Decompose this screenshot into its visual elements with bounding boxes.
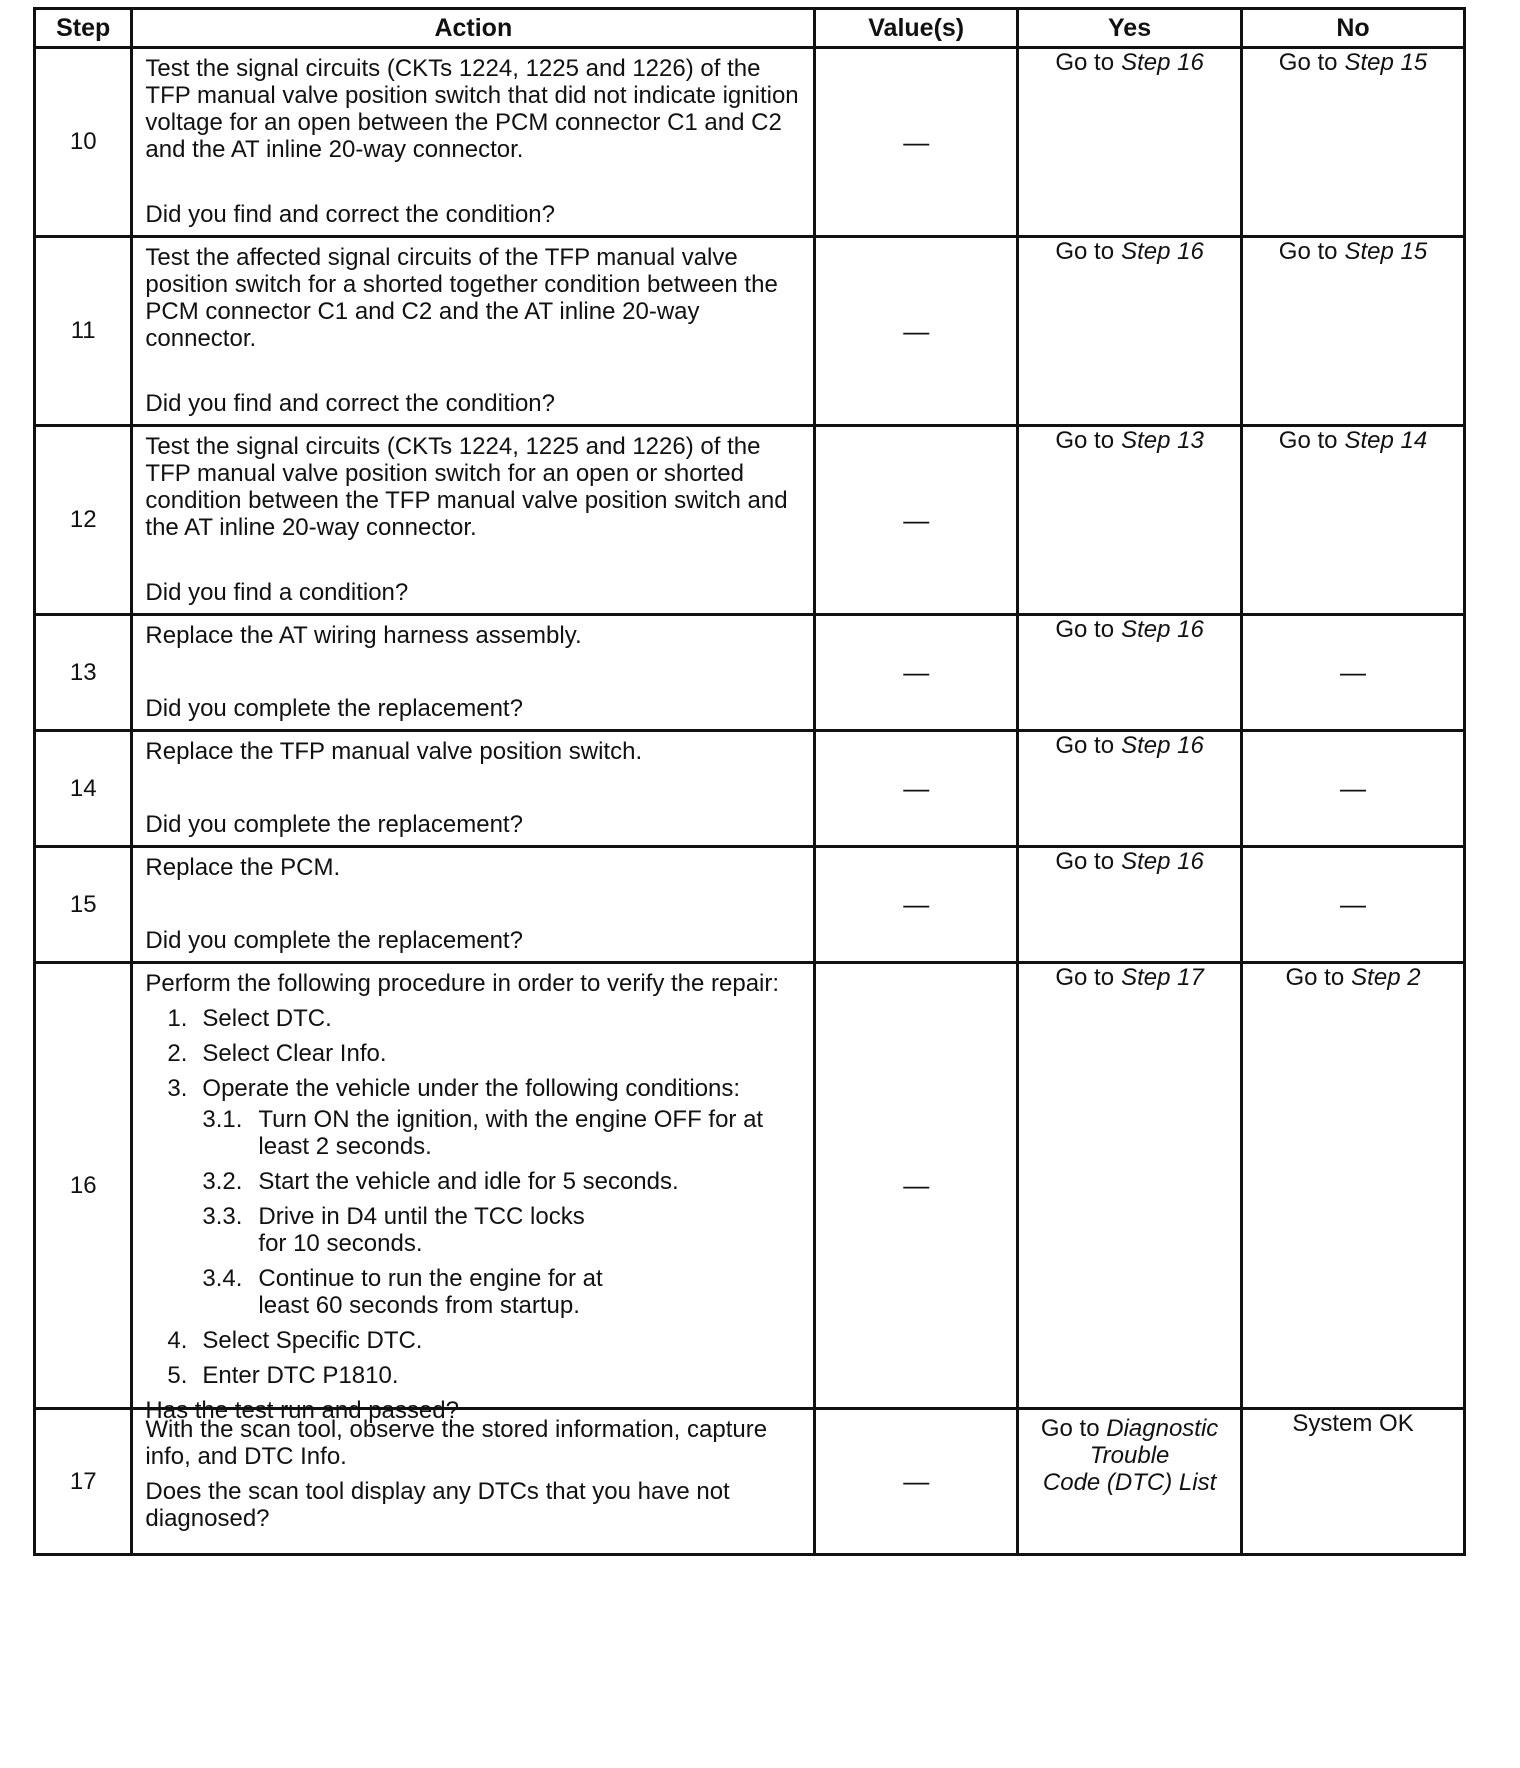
yes-link[interactable]: Go to Step 16 xyxy=(1055,238,1204,265)
procedure-list-cont xyxy=(145,1327,805,1389)
no-link[interactable]: Go to Step 15 xyxy=(1278,238,1428,265)
list-item: 2. Select Clear Info. xyxy=(167,1040,387,1067)
table-row xyxy=(35,426,1465,615)
yes-link[interactable]: Go to Step 16 xyxy=(1055,732,1204,759)
table-row xyxy=(35,847,1465,963)
header-step: Step xyxy=(35,9,132,48)
step-number: 11 xyxy=(35,237,132,426)
value-cell: — xyxy=(815,426,1018,615)
step-number: 15 xyxy=(35,847,132,963)
yes-link[interactable]: Go to Step 13 xyxy=(1055,427,1204,454)
action-question: Did you complete the replacement? xyxy=(145,695,523,722)
header-no: No xyxy=(1242,9,1465,48)
list-item: 3. Operate the vehicle under the following conditions: xyxy=(167,1075,741,1102)
no-link[interactable]: Go to Step 15 xyxy=(1278,49,1428,76)
yes-link[interactable]: Go to Step 16 xyxy=(1055,616,1204,643)
action-text: Test the signal circuits (CKTs 1224, 1225 and 1226) of the TFP manual valve position switch for an open or shorted condition between the TFP manual valve position switch and the AT inline 20-way connector. xyxy=(145,433,788,541)
header-row xyxy=(35,9,1465,48)
list-item: 4. Select Specific DTC. xyxy=(167,1327,423,1354)
header-values: Value(s) xyxy=(815,9,1018,48)
value-cell: — xyxy=(815,1409,1018,1555)
diagnostic-table xyxy=(33,7,1466,1556)
list-item: 3.1. Turn ON the ignition, with the engine OFF for at least 2 seconds. xyxy=(202,1106,764,1160)
header-yes: Yes xyxy=(1018,9,1242,48)
table-row xyxy=(35,731,1465,847)
no-value: — xyxy=(1242,847,1465,963)
action-text: Perform the following procedure in order to verify the repair: xyxy=(145,970,780,997)
no-value: — xyxy=(1242,615,1465,731)
table-row xyxy=(35,1409,1465,1555)
value-cell: — xyxy=(815,731,1018,847)
value-cell: — xyxy=(815,48,1018,237)
step-number: 14 xyxy=(35,731,132,847)
table-row xyxy=(35,963,1465,1409)
no-link[interactable]: Go to Step 2 xyxy=(1285,964,1421,991)
action-text: Replace the PCM. xyxy=(145,854,341,881)
step-number: 16 xyxy=(35,963,132,1409)
table-row xyxy=(35,237,1465,426)
step-number: 12 xyxy=(35,426,132,615)
action-question: Did you complete the replacement? xyxy=(145,811,523,838)
action-question: Did you find a condition? xyxy=(145,579,409,606)
step-number: 17 xyxy=(35,1409,132,1555)
list-item: 1. Select DTC. xyxy=(167,1005,332,1032)
value-cell: — xyxy=(815,963,1018,1409)
step-number: 13 xyxy=(35,615,132,731)
action-text: Test the signal circuits (CKTs 1224, 1225 and 1226) of the TFP manual valve position switch that did not indicate ignition voltage for an open between the PCM connector C1 and C2 and the AT inline 20-way connector. xyxy=(145,55,799,163)
action-text: Replace the AT wiring harness assembly. xyxy=(145,622,582,649)
action-text: With the scan tool, observe the stored information, capture info, and DTC Info. xyxy=(145,1416,768,1470)
no-value: — xyxy=(1242,731,1465,847)
step-number: 10 xyxy=(35,48,132,237)
action-text: Replace the TFP manual valve position switch. xyxy=(145,738,643,765)
action-question: Did you find and correct the condition? xyxy=(145,390,555,417)
action-question: Does the scan tool display any DTCs that you have not diagnosed? xyxy=(145,1478,730,1532)
list-item: 3.3. Drive in D4 until the TCC locks for 10 seconds. xyxy=(202,1203,585,1257)
sub-procedure-list xyxy=(145,1106,805,1319)
list-item: 5. Enter DTC P1810. xyxy=(167,1362,399,1389)
list-item: 3.2. Start the vehicle and idle for 5 seconds. xyxy=(202,1168,679,1195)
header-action: Action xyxy=(132,9,815,48)
value-cell: — xyxy=(815,615,1018,731)
action-question: Did you find and correct the condition? xyxy=(145,201,555,228)
value-cell: — xyxy=(815,847,1018,963)
no-result: System OK xyxy=(1292,1410,1414,1437)
yes-link[interactable]: Go to Step 16 xyxy=(1055,848,1204,875)
action-question: Has the test run and passed? xyxy=(145,1397,459,1424)
no-link[interactable]: Go to Step 14 xyxy=(1278,427,1428,454)
yes-link[interactable]: Go to Diagnostic Trouble Code (DTC) List xyxy=(1018,1409,1242,1555)
list-item: 3.4. Continue to run the engine for at least 60 seconds from startup. xyxy=(202,1265,603,1319)
yes-link[interactable]: Go to Step 16 xyxy=(1055,49,1204,76)
table-row xyxy=(35,48,1465,237)
table-row xyxy=(35,615,1465,731)
action-text: Test the affected signal circuits of the TFP manual valve position switch for a shorted together condition between the PCM connector C1 and C2 and the AT inline 20-way connector. xyxy=(145,244,778,352)
procedure-list xyxy=(145,1005,805,1102)
action-question: Did you complete the replacement? xyxy=(145,927,523,954)
value-cell: — xyxy=(815,237,1018,426)
yes-link[interactable]: Go to Step 17 xyxy=(1055,964,1204,991)
